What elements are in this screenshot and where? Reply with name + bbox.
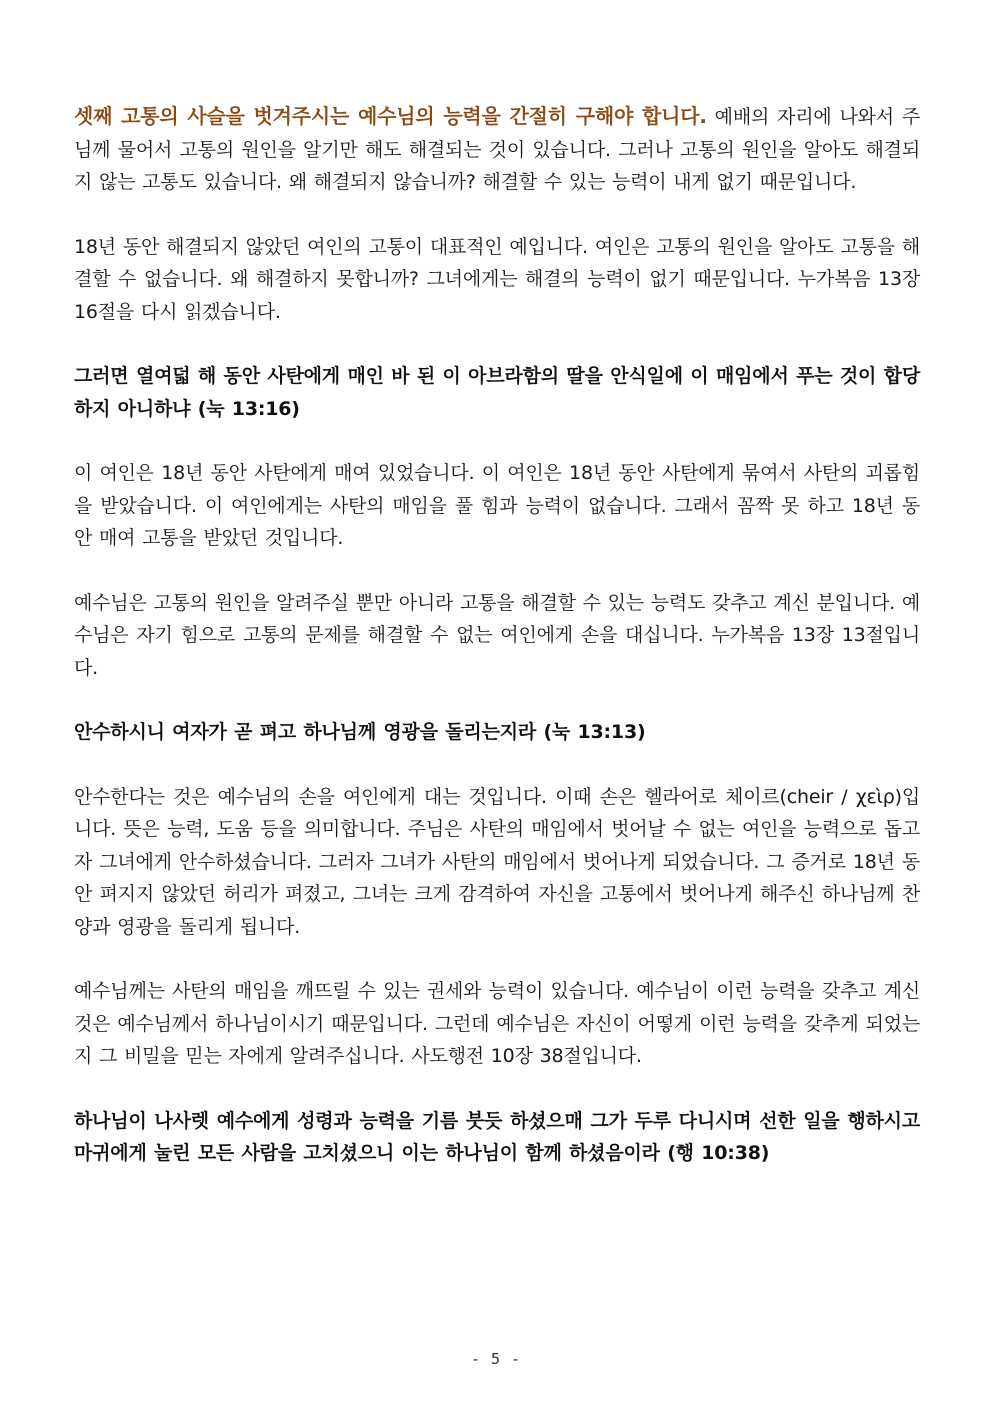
paragraph-text: 예배의 자리에 나와서 주님께 물어서 고통의 원인을 알기만 해도 해결되는 것이 있습니다. 그러나 고통의 원인을 알아도 해결되지 않는 고통도 있습니다. 왜 해결되지 않습니까? 해결할 수 있는 능력이 내게 없기 때문입니다. xyxy=(74,106,921,193)
scripture-quote: 그러면 열여덟 해 동안 사탄에게 매인 바 된 이 아브라함의 딸을 안식일에 이 매임에서 푸는 것이 합당하지 아니하냐 (눅 13:16) xyxy=(74,365,920,420)
paragraph-point-three xyxy=(74,100,920,199)
paragraph: 안수한다는 것은 예수님의 손을 여인에게 대는 것입니다. 이때 손은 헬라어로 체이르(cheir / χεὶρ)입니다. 뜻은 능력, 도움 등을 의미합니다. 주님은 사탄의 매임에서 벗어날 수 없는 여인을 능력으로 돕고자 그녀에게 안수하셨습니다. 그러자 그녀가 사탄의 매임에서 벗어나게 되었습니다. 그 증거로 18년 동안 펴지지 않았던 허리가 펴졌고, 그녀는 크게 감격하여 자신을 고통에서 벗어나게 해주신 하나님께 찬양과 영광을 돌리게 됩니다. xyxy=(74,785,920,938)
paragraph: 18년 동안 해결되지 않았던 여인의 고통이 대표적인 예입니다. 여인은 고통의 원인을 알아도 고통을 해결할 수 없습니다. 왜 해결하지 못합니까? 그녀에게는 해결의 능력이 없기 때문입니다. 누가복음 13장 16절을 다시 읽겠습니다. xyxy=(74,235,920,323)
scripture-quote: 안수하시니 여자가 곧 펴고 하나님께 영광을 돌리는지라 (눅 13:13) xyxy=(74,721,646,743)
scripture-quote: 하나님이 나사렛 예수에게 성령과 능력을 기름 붓듯 하셨으매 그가 두루 다니시며 선한 일을 행하시고 마귀에게 눌린 모든 사람을 고치셨으니 이는 하나님이 함께 하셨음이라 (행 10:38) xyxy=(74,1109,920,1164)
page-number: - 5 - xyxy=(470,1350,522,1368)
section-heading: 셋째 고통의 사슬을 벗겨주시는 예수님의 능력을 간절히 구해야 합니다. xyxy=(74,104,707,128)
paragraph: 이 여인은 18년 동안 사탄에게 매여 있었습니다. 이 여인은 18년 동안 사탄에게 묶여서 사탄의 괴롭힘을 받았습니다. 이 여인에게는 사탄의 매임을 풀 힘과 능력이 없습니다. 그래서 꼼짝 못 하고 18년 동안 매여 고통을 받았던 것입니다. xyxy=(74,462,920,549)
paragraph: 예수님께는 사탄의 매임을 깨뜨릴 수 있는 권세와 능력이 있습니다. 예수님이 이런 능력을 갖추고 계신 것은 예수님께서 하나님이시기 때문입니다. 그런데 예수님은 자신이 어떻게 이런 능력을 갖추게 되었는지 그 비밀을 믿는 자에게 알려주십니다. 사도행전 10장 38절입니다. xyxy=(74,980,920,1067)
document-body xyxy=(74,100,920,1202)
paragraph: 예수님은 고통의 원인을 알려주실 뿐만 아니라 고통을 해결할 수 있는 능력도 갖추고 계신 분입니다. 예수님은 자기 힘으로 고통의 문제를 해결할 수 없는 여인에게 손을 대십니다. 누가복음 13장 13절입니다. xyxy=(74,591,920,679)
